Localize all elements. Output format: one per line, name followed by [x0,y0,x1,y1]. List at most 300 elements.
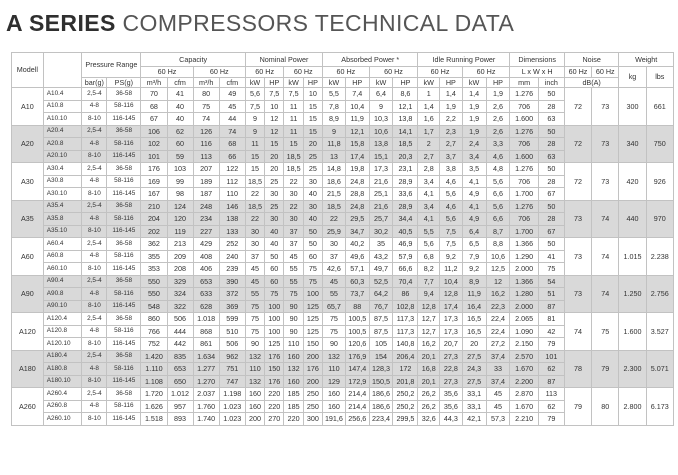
data-cell: 33,1 [462,400,486,413]
data-cell: 40 [167,100,193,113]
data-cell: 75 [303,275,322,288]
header-capacity-50hz: 60 Hz [141,67,193,78]
data-cell: 1 [418,88,440,101]
data-cell: 8-10 [82,113,107,126]
data-cell: 87,5 [369,325,393,338]
header-noise: Noise [564,53,618,67]
data-cell: 44 [219,113,245,126]
data-cell: 76,7 [369,300,393,313]
data-cell: 27,5 [462,350,486,363]
data-cell: 67 [141,113,167,126]
data-cell: 117,3 [393,313,418,326]
data-cell: 65,7 [323,300,346,313]
technical-data-table [11,52,674,426]
data-cell: 2,5-4 [82,125,107,138]
table-row [12,313,674,326]
data-cell: 75 [245,325,264,338]
noise-50hz-cell: 74 [564,313,591,351]
data-cell: 79 [538,413,564,426]
data-cell: 4-8 [82,250,107,263]
noise-50hz-cell: 73 [564,275,591,313]
data-cell: 1,9 [462,113,486,126]
data-cell: 55 [245,288,264,301]
data-cell: 4,9 [462,188,486,201]
model-variant-cell: A20.8 [43,138,82,151]
data-cell: 893 [167,413,193,426]
data-cell: 20 [265,150,284,163]
data-cell: 5,5 [323,88,346,101]
data-cell: 2,5-4 [82,163,107,176]
data-cell: 45 [245,263,264,276]
data-cell: 62 [167,125,193,138]
header-idle-60hz: 60 Hz [462,67,510,78]
model-variant-cell: A260.4 [43,388,82,401]
data-cell: 36-58 [107,88,141,101]
data-cell: 633 [193,288,219,301]
data-cell: 90 [245,338,264,351]
data-cell: 650 [167,375,193,388]
data-cell: 22 [284,200,303,213]
data-cell: 30 [284,213,303,226]
data-cell: 63 [538,150,564,163]
data-cell: 324 [167,288,193,301]
data-cell: 22 [245,213,264,226]
data-cell: 7,9 [462,250,486,263]
data-cell: 200 [303,375,322,388]
data-cell: 21,6 [369,200,393,213]
data-cell: 116-145 [107,225,141,238]
data-cell: 2.870 [510,388,538,401]
data-cell: 37 [284,238,303,251]
data-cell: 50 [303,238,322,251]
data-cell: 8-10 [82,413,107,426]
data-cell: 8,2 [418,263,440,276]
data-cell: 18,5 [393,138,418,151]
data-cell: 13,8 [393,113,418,126]
data-cell: 3,7 [439,150,462,163]
weight-lbs-cell: 6.173 [646,388,673,426]
model-cell: A10 [12,88,44,126]
data-cell: 41 [538,250,564,263]
data-cell: 1,9 [486,88,510,101]
data-cell: 132 [284,363,303,376]
data-cell: 113 [193,150,219,163]
unit-cell: HP [265,77,284,88]
header-absorbed-60hz: 60 Hz [369,67,418,78]
data-cell: 7,5 [284,88,303,101]
header-pressure-range: Pressure Range [82,53,141,78]
data-cell: 220 [284,413,303,426]
data-cell: 16,5 [462,313,486,326]
data-cell: 58-116 [107,363,141,376]
noise-60hz-cell: 73 [592,88,619,126]
data-cell: 2.000 [510,263,538,276]
data-cell: 90 [284,313,303,326]
data-cell: 4-8 [82,213,107,226]
data-cell: 8-10 [82,188,107,201]
data-cell: 28,9 [393,175,418,188]
data-cell: 206,4 [393,350,418,363]
data-cell: 15 [303,113,322,126]
data-cell: 116-145 [107,150,141,163]
data-cell: 28 [538,175,564,188]
unit-cell: HP [345,77,369,88]
data-cell: 45 [323,275,346,288]
header-capacity: Capacity [141,53,245,67]
data-cell: 7,5 [439,225,462,238]
data-cell: 34,7 [345,225,369,238]
data-cell: 28 [538,213,564,226]
data-cell: 50 [538,163,564,176]
data-cell: 2,5-4 [82,275,107,288]
data-cell: 12 [265,125,284,138]
data-cell: 4-8 [82,288,107,301]
data-cell: 146 [219,200,245,213]
data-cell: 210 [141,200,167,213]
model-variant-cell: A260.8 [43,400,82,413]
data-cell: 13 [323,150,346,163]
data-cell: 706 [510,138,538,151]
data-cell: 110 [284,338,303,351]
data-cell: 1.276 [510,163,538,176]
data-cell: 100 [265,300,284,313]
data-cell: 102,8 [393,300,418,313]
data-cell: 75 [538,263,564,276]
data-cell: 16,5 [462,325,486,338]
data-cell: 299,5 [393,413,418,426]
data-cell: 17,3 [369,163,393,176]
data-cell: 835 [167,350,193,363]
data-cell: 1.198 [219,388,245,401]
data-cell: 8-10 [82,338,107,351]
data-cell: 40,5 [393,225,418,238]
data-cell: 81 [538,313,564,326]
data-cell: 13,8 [369,138,393,151]
data-cell: 86 [393,288,418,301]
data-cell: 29,5 [345,213,369,226]
model-variant-cell: A35.4 [43,200,82,213]
data-cell: 22 [284,175,303,188]
data-cell: 100,5 [345,313,369,326]
data-cell: 150 [303,338,322,351]
data-cell: 1,9 [462,100,486,113]
noise-60hz-cell: 75 [592,313,619,351]
data-cell: 36-58 [107,163,141,176]
data-cell: 23,1 [393,163,418,176]
data-cell: 766 [141,325,167,338]
data-cell: 169 [141,175,167,188]
data-cell: 43,2 [369,250,393,263]
data-cell: 167 [141,188,167,201]
data-cell: 1.626 [141,400,167,413]
noise-60hz-cell: 74 [592,200,619,238]
data-cell: 101 [538,350,564,363]
data-cell: 9 [245,113,264,126]
data-cell: 4,1 [462,200,486,213]
data-cell: 4,1 [418,188,440,201]
data-cell: 2,5-4 [82,200,107,213]
data-cell: 57,3 [486,413,510,426]
data-cell: 599 [219,313,245,326]
data-cell: 1.276 [510,200,538,213]
unit-cell: HP [393,77,418,88]
data-cell: 116-145 [107,113,141,126]
data-cell: 25 [303,163,322,176]
data-cell: 12,8 [439,288,462,301]
data-cell: 20 [265,163,284,176]
data-cell: 9 [323,125,346,138]
data-cell: 55 [284,263,303,276]
data-cell: 4,9 [462,213,486,226]
data-cell: 2.200 [510,375,538,388]
data-cell: 17,4 [345,150,369,163]
model-variant-cell: A180.10 [43,375,82,388]
data-cell: 125 [303,300,322,313]
data-cell: 106 [141,125,167,138]
data-cell: 213 [167,238,193,251]
header-noise-50hz: 60 Hz [564,67,591,78]
data-cell: 185 [284,400,303,413]
data-cell: 128,3 [369,363,393,376]
noise-50hz-cell: 79 [564,388,591,426]
weight-kg-cell: 420 [619,163,646,201]
data-cell: 1.700 [510,225,538,238]
data-cell: 54 [538,275,564,288]
data-cell: 1,4 [462,88,486,101]
data-cell: 160 [245,388,264,401]
data-cell: 408 [193,250,219,263]
data-cell: 3,5 [462,163,486,176]
data-cell: 8-10 [82,225,107,238]
data-cell: 74 [193,113,219,126]
data-cell: 9,2 [439,250,462,263]
data-cell: 4,8 [486,163,510,176]
data-cell: 25,1 [369,188,393,201]
data-cell: 103 [167,163,193,176]
unit-cell: kW [245,77,264,88]
data-cell: 98 [167,188,193,201]
data-cell: 5,6 [486,175,510,188]
header-absorbed-power: Absorbed Power * [323,53,418,67]
header-idle-power: Idle Running Power [418,53,510,67]
data-cell: 160 [323,400,346,413]
model-variant-cell: A120.4 [43,313,82,326]
model-cell: A120 [12,313,44,351]
data-cell: 11 [245,138,264,151]
data-cell: 1.720 [141,388,167,401]
data-cell: 8-10 [82,300,107,313]
data-cell: 30 [303,175,322,188]
data-cell: 4-8 [82,100,107,113]
data-cell: 12 [486,275,510,288]
data-cell: 355 [141,250,167,263]
data-cell: 37 [245,250,264,263]
unit-cell: mm [510,77,538,88]
data-cell: 67 [538,188,564,201]
data-cell: 1.760 [193,400,219,413]
data-cell: 36-58 [107,275,141,288]
data-cell: 75 [323,325,346,338]
data-cell: 1.023 [219,413,245,426]
data-cell: 22,3 [486,300,510,313]
unit-cell: kW [284,77,303,88]
data-cell: 4,6 [486,150,510,163]
data-cell: 99 [167,175,193,188]
data-cell: 133 [219,225,245,238]
data-cell: 50 [265,250,284,263]
data-cell: 1.518 [141,413,167,426]
data-cell: 30 [245,238,264,251]
data-cell: 406 [193,263,219,276]
data-cell: 20,1 [418,375,440,388]
data-cell: 58-116 [107,175,141,188]
data-cell: 2,7 [418,150,440,163]
data-cell: 36-58 [107,200,141,213]
data-cell: 7,5 [265,88,284,101]
data-cell: 40 [265,238,284,251]
noise-60hz-cell: 73 [592,125,619,163]
data-cell: 4,1 [462,175,486,188]
data-cell: 63 [538,113,564,126]
data-cell: 8,6 [393,88,418,101]
data-cell: 706 [510,100,538,113]
data-cell: 36-58 [107,238,141,251]
data-cell: 116-145 [107,413,141,426]
data-cell: 9 [245,125,264,138]
model-variant-cell: A120.8 [43,325,82,338]
data-cell: 2,7 [439,138,462,151]
unit-cell: kW [418,77,440,88]
data-cell: 24,3 [462,363,486,376]
data-cell: 58-116 [107,100,141,113]
data-cell: 252 [219,238,245,251]
data-cell: 17,4 [439,300,462,313]
data-cell: 35 [369,238,393,251]
model-variant-cell: A60.8 [43,250,82,263]
table-row [12,275,674,288]
data-cell: 11 [284,113,303,126]
model-variant-cell: A60.10 [43,263,82,276]
weight-kg-cell: 300 [619,88,646,126]
model-cell: A20 [12,125,44,163]
data-cell: 132 [245,350,264,363]
header-row-1 [12,53,674,67]
header-nominal-power: Nominal Power [245,53,322,67]
data-cell: 15,1 [369,150,393,163]
data-cell: 11 [284,100,303,113]
data-cell: 100 [303,288,322,301]
data-cell: 550 [141,288,167,301]
data-cell: 154 [369,350,393,363]
data-cell: 353 [141,263,167,276]
data-cell: 34,4 [393,213,418,226]
model-variant-cell: A260.10 [43,413,82,426]
data-cell: 9,4 [418,288,440,301]
data-cell: 11,9 [345,113,369,126]
data-cell: 80 [193,88,219,101]
data-cell: 220 [265,400,284,413]
model-cell: A35 [12,200,44,238]
data-cell: 64,2 [369,288,393,301]
data-cell: 3,8 [439,163,462,176]
weight-kg-cell: 1.015 [619,238,646,276]
data-cell: 24,8 [345,175,369,188]
data-cell: 1.090 [510,325,538,338]
noise-50hz-cell: 72 [564,125,591,163]
weight-lbs-cell: 3.527 [646,313,673,351]
data-cell: 5,6 [439,188,462,201]
data-cell: 62 [538,400,564,413]
data-cell: 16,4 [462,300,486,313]
data-cell: 200 [303,350,322,363]
data-cell: 1.012 [167,388,193,401]
data-cell: 208 [167,263,193,276]
data-cell: 147,4 [345,363,369,376]
data-cell: 214,4 [345,388,369,401]
data-cell: 172 [393,363,418,376]
data-cell: 1,4 [418,100,440,113]
data-cell: 2,4 [462,138,486,151]
data-cell: 28,9 [393,200,418,213]
noise-50hz-cell: 78 [564,350,591,388]
data-cell: 18,5 [245,200,264,213]
model-cell: A180 [12,350,44,388]
data-cell: 35,6 [439,388,462,401]
data-cell: 60 [167,138,193,151]
unit-cell: inch [538,77,564,88]
data-cell: 250 [303,400,322,413]
data-cell: 1.366 [510,275,538,288]
data-cell: 70 [141,88,167,101]
data-cell: 1.276 [510,125,538,138]
data-cell: 14,1 [393,125,418,138]
weight-kg-cell: 340 [619,125,646,163]
data-cell: 2,5-4 [82,350,107,363]
data-cell: 22,8 [439,363,462,376]
data-cell: 10,3 [369,113,393,126]
model-variant-cell: A10.8 [43,100,82,113]
data-cell: 15 [265,138,284,151]
data-cell: 30 [265,213,284,226]
data-cell: 32,6 [418,413,440,426]
data-cell: 442 [167,338,193,351]
noise-60hz-cell: 79 [592,350,619,388]
data-cell: 110 [219,188,245,201]
data-cell: 25 [265,175,284,188]
model-cell: A260 [12,388,44,426]
data-cell: 176 [265,375,284,388]
header-row-units [12,77,674,88]
data-cell: 861 [193,338,219,351]
data-cell: 87 [538,300,564,313]
data-cell: 75 [323,313,346,326]
data-cell: 4,6 [439,175,462,188]
data-cell: 8,8 [486,238,510,251]
data-cell: 27,3 [439,375,462,388]
data-cell: 55 [284,275,303,288]
data-cell: 58-116 [107,213,141,226]
unit-cell: HP [439,77,462,88]
data-cell: 8,9 [323,113,346,126]
data-cell: 8-10 [82,150,107,163]
data-cell: 18,5 [323,200,346,213]
weight-kg-cell: 2.800 [619,388,646,426]
data-cell: 42,6 [323,263,346,276]
data-cell: 191,6 [323,413,346,426]
data-cell: 20,1 [418,350,440,363]
data-cell: 653 [167,363,193,376]
data-cell: 52,5 [369,275,393,288]
